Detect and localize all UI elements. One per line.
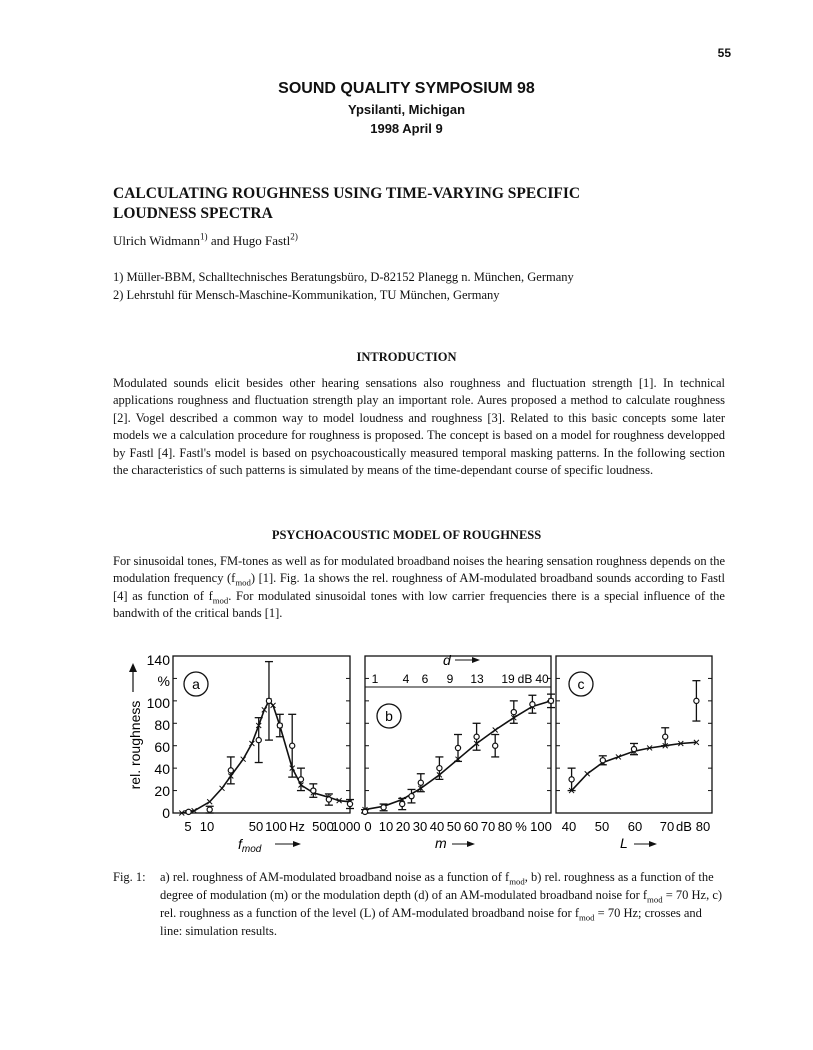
b-xtick-80: 80 <box>497 819 513 834</box>
c-xtick-db: dB <box>676 819 692 834</box>
panel-a-measured-point-6 <box>290 743 295 748</box>
page-number: 55 <box>717 46 731 60</box>
conference-location: Ypsilanti, Michigan <box>347 102 466 117</box>
conference-title: SOUND QUALITY SYMPOSIUM 98 <box>278 80 535 97</box>
paper-title <box>113 184 713 224</box>
top-tick-9: 9 <box>446 672 454 686</box>
b-xtick-10: 10 <box>378 819 394 834</box>
panel-c-measured-point-4 <box>694 698 699 703</box>
panel-b-measured-point-0 <box>362 809 367 814</box>
panel-b-measured-point-8 <box>493 743 498 748</box>
panel-a-measured-point-1 <box>207 807 212 812</box>
introduction-paragraph <box>113 375 725 479</box>
section-heading-psychoacoustic: PSYCHOACOUSTIC MODEL OF ROUGHNESS <box>271 528 542 542</box>
panel-b-sim-cross-7 <box>493 728 498 733</box>
b-xtick-60: 60 <box>463 819 479 834</box>
panel-c-measured-point-0 <box>569 777 574 782</box>
y-axis-arrow-head <box>129 663 137 672</box>
b-xlabel: m <box>435 835 447 851</box>
panel-a-sim-cross-5 <box>241 757 246 762</box>
paper-title-line-2: LOUDNESS SPECTRA <box>113 205 273 222</box>
c-xlabel: L <box>620 835 628 851</box>
c-xtick-70: 70 <box>659 819 675 834</box>
section-heading-introduction: INTRODUCTION <box>356 350 457 364</box>
psychoacoustic-paragraph <box>113 553 725 623</box>
panel-b-measured-point-7 <box>474 734 479 739</box>
author-1: Ulrich Widmann <box>113 233 200 248</box>
b-xtick-20: 20 <box>395 819 411 834</box>
a-xtick-50: 50 <box>248 819 264 834</box>
a-xtick-hz: Hz <box>289 819 305 834</box>
panel-a-simulation-line <box>182 701 350 813</box>
panel-b-measured-point-1 <box>381 805 386 810</box>
panel-a-measured-point-9 <box>326 797 331 802</box>
panel-b-measured-point-3 <box>409 794 414 799</box>
panel-b-label: b <box>385 708 393 724</box>
author-1-affiliation: 1) <box>199 231 208 242</box>
panel-b-top-label: d <box>443 652 451 668</box>
c-xtick-40: 40 <box>561 819 577 834</box>
psychoacoustic-sub-1: mod <box>235 577 251 588</box>
panel-b-measured-point-10 <box>530 702 535 707</box>
b-xtick-50: 50 <box>446 819 462 834</box>
panel-c-label: c <box>577 676 585 692</box>
a-xlabel-arrow-head <box>293 841 301 847</box>
panel-b-measured-point-9 <box>511 709 516 714</box>
b-xtick-30: 30 <box>412 819 428 834</box>
a-xtick-10: 10 <box>199 819 215 834</box>
panel-a-measured-point-8 <box>311 788 316 793</box>
c-xtick-60: 60 <box>627 819 643 834</box>
a-xtick-100: 100 <box>265 819 287 834</box>
paper-title-line-1: CALCULATING ROUGHNESS USING TIME-VARYING SPECIFIC <box>113 185 581 202</box>
author-2-affiliation: 2) <box>290 231 298 242</box>
affiliation-2: 2) Lehrstuhl für Mensch-Maschine-Kommunikation, TU München, Germany <box>113 288 500 302</box>
a-xtick-5: 5 <box>184 819 192 834</box>
y-axis-label: rel. roughness <box>127 700 143 790</box>
panel-c-measured-point-2 <box>631 746 636 751</box>
plot-marks <box>173 656 712 816</box>
c-xtick-50: 50 <box>594 819 610 834</box>
c-xtick-80: 80 <box>695 819 711 834</box>
panel-b-measured-point-5 <box>437 766 442 771</box>
panel-c-sim-cross-1 <box>585 771 590 776</box>
caption-label: Fig. 1: <box>113 870 146 884</box>
figure-caption <box>113 868 725 940</box>
panel-b-top-arrow-head <box>472 657 480 663</box>
panel-a-measured-point-7 <box>298 777 303 782</box>
psychoacoustic-text-3: . For modulated sinusoidal tones with low carrier frequencies there is a special influence of the bandwith of the critical bands [1]. <box>113 588 725 621</box>
y-tick-80: 80 <box>154 717 170 733</box>
panel-a-label: a <box>192 676 200 692</box>
psychoacoustic-text-1: For sinusoidal tones, FM-tones as well as for modulated broadband noises the hearing sensation roughness depends on the modulation frequency (f <box>113 554 725 586</box>
panel-a-measured-point-5 <box>277 723 282 728</box>
panel-a-measured-point-2 <box>228 768 233 773</box>
b-xtick-pct: % <box>515 819 527 834</box>
figure-1 <box>110 650 720 860</box>
a-xtick-500: 500 <box>312 819 334 834</box>
y-unit: % <box>157 673 170 689</box>
introduction-text: Modulated sounds elicit besides other hearing sensations also roughness and fluctuation strength [1]. In technical applications roughness and fluctuation strength play an important role. Aures proposed a method to calculate roughness [2]. Vogel described a common way to model loudness and roughness [3]. Related to this basic concepts some later models we a calculation procedure for roughness is proposed. The concept is based on a model for roughness developped by Fastl [4]. Fastl's model is based on psychoacoustically measured temporal masking patterns. In the following section the characteristics of such patterns is simulated by means of the time-dependant course of specific loudness. <box>113 376 725 478</box>
c-xlabel-arrow-head <box>649 841 657 847</box>
b-xtick-0: 0 <box>364 819 372 834</box>
panel-b-measured-point-4 <box>418 780 423 785</box>
affiliation-1: 1) Müller-BBM, Schalltechnisches Beratungsbüro, D-82152 Planegg n. München, Germany <box>113 270 574 284</box>
b-xlabel-arrow-head <box>467 841 475 847</box>
psychoacoustic-sub-2: mod <box>212 595 229 606</box>
panel-c-measured-point-1 <box>600 758 605 763</box>
top-tick-13: 13 <box>470 672 484 686</box>
y-tick-0: 0 <box>162 805 170 821</box>
b-xtick-100: 100 <box>530 819 552 834</box>
conference-date: 1998 April 9 <box>370 121 443 136</box>
top-tick-19: 19 <box>501 672 515 686</box>
author-2: and Hugo Fastl <box>207 233 291 248</box>
caption-text: a) rel. roughness of AM-modulated broadband noise as a function of $f_{mod}$, b) rel. roughness as a function of the degree of modulation (m) or the modulation depth (d) of an AM-modulated broadband noise for $f_{mod} = 70$ Hz, c) rel. roughness as a function of the level (L) of AM-modulated broadband noise for $f_{mod} = 70$ Hz; crosses and line: simulation results. <box>160 870 723 938</box>
panel-a-measured-point-3 <box>256 738 261 743</box>
panel-a-sim-cross-2 <box>207 799 212 804</box>
panel-b-measured-point-2 <box>400 801 405 806</box>
b-xtick-70: 70 <box>480 819 496 834</box>
top-tick-4: 4 <box>402 672 410 686</box>
y-tick-140: 140 <box>146 652 170 668</box>
a-xlabel: $f_{mod}$ <box>238 836 262 855</box>
panel-b-measured-point-11 <box>548 698 553 703</box>
panel-b-measured-point-6 <box>455 745 460 750</box>
panel-a-measured-point-10 <box>347 801 352 806</box>
y-tick-60: 60 <box>154 739 170 755</box>
a-xtick-1000: 1000 <box>331 819 361 834</box>
psychoacoustic-text-2: ) [1]. Fig. 1a shows the rel. roughness of AM-modulated broadband sounds according to Fastl [4] as function of f <box>113 571 725 603</box>
top-tick-40: 40 <box>535 672 549 686</box>
y-tick-100: 100 <box>146 695 170 711</box>
panel-a-measured-point-0 <box>186 809 191 814</box>
authors <box>113 233 298 249</box>
panel-a-sim-cross-3 <box>220 786 225 791</box>
top-tick-1: 1 <box>371 672 379 686</box>
panel-c-measured-point-3 <box>663 734 668 739</box>
y-tick-20: 20 <box>154 783 170 799</box>
top-tick-6: 6 <box>421 672 429 686</box>
y-tick-40: 40 <box>154 761 170 777</box>
panel-a-measured-point-4 <box>266 698 271 703</box>
b-xtick-40: 40 <box>429 819 445 834</box>
top-tick-db: dB <box>517 672 533 686</box>
